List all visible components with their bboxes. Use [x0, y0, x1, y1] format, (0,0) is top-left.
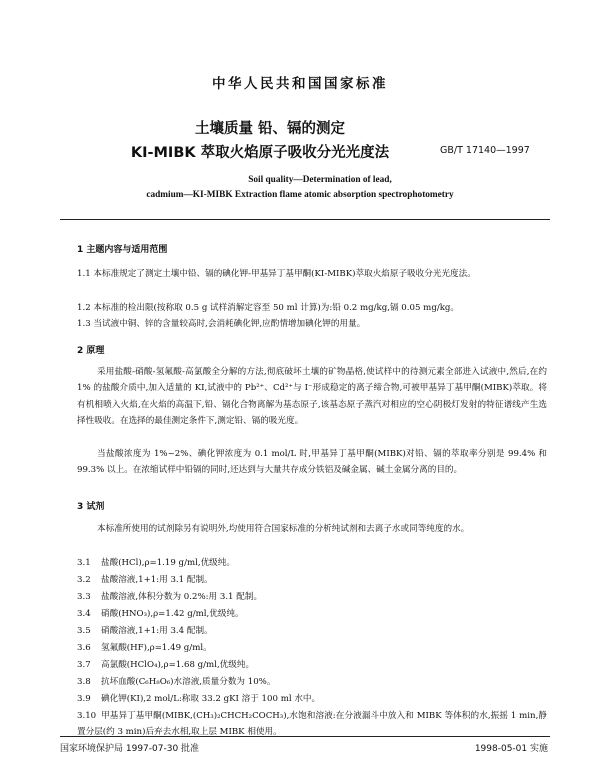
- reagent-number: 3.10: [77, 711, 97, 721]
- reagent-item: [77, 606, 547, 622]
- standard-number: GB/T 17140—1997: [440, 145, 530, 156]
- clause-1-3: 1.3 当试液中铜、锌的含量较高时,会消耗碘化钾,应酌情增加碘化钾的用量。: [77, 319, 366, 329]
- issuing-org: 中华人民共和国国家标准: [212, 76, 388, 92]
- footer-divider: [60, 736, 550, 737]
- section-3-heading: 3 试剂: [77, 502, 105, 512]
- reagent-number: 3.4: [77, 609, 91, 619]
- title-divider: [60, 219, 550, 220]
- reagent-text: 盐酸(HCl),ρ=1.19 g/ml,优级纯。: [101, 558, 235, 568]
- reagent-text: 硝酸(HNO₃),ρ=1.42 g/ml,优级纯。: [101, 609, 244, 619]
- reagent-text: 盐酸溶液,1+1:用 3.1 配制。: [101, 575, 213, 585]
- reagent-number: 3.9: [77, 694, 91, 704]
- title-line-1: 土壤质量 铅、镉的测定: [194, 121, 346, 137]
- principle-paragraph-1: 采用盐酸-硝酸-氢氟酸-高氯酸全分解的方法,彻底破坏土壤的矿物晶格,使试样中的待测元素全部进入试液中,然后,在约 1% 的盐酸介质中,加入适量的 KI,试液中的 Pb²⁺、Cd²⁺与 I⁻形成稳定的离子缔合物,可被甲基异丁基甲酮(MIBK)萃取。将有机相喷入火焰,在火焰的高温下,铅、镉化合物离解为基态原子,该基态原子蒸汽对相应的空心阴极灯发射的特征谱线产生选择性吸收。在选择的最佳测定条件下,测定铅、镉的吸光度。: [77, 367, 547, 427]
- clause-1-2: 1.2 本标准的检出限(按称取 0.5 g 试样消解定容至 50 ml 计算)为:铅 0.2 mg/kg,镉 0.05 mg/kg。: [77, 303, 460, 313]
- reagent-number: 3.8: [77, 677, 91, 687]
- reagent-text: 抗坏血酸(C₆H₈O₆)水溶液,质量分数为 10%。: [101, 677, 276, 687]
- reagent-number: 3.1: [77, 558, 91, 568]
- reagent-item: [77, 674, 547, 690]
- reagent-number: 3.5: [77, 626, 91, 636]
- reagent-number: 3.2: [77, 575, 91, 585]
- principle-paragraph-2: 当盐酸浓度为 1%~2%、碘化钾浓度为 0.1 mol/L 时,甲基异丁基甲酮(MIBK)对铅、镉的萃取率分别是 99.4% 和 99.3% 以上。在浓缩试样中铅镉的同时,还达到与大量共存成分铁铝及碱金属、碱土金属分离的目的。: [77, 449, 547, 476]
- reagents-intro: 本标准所使用的试剂除另有说明外,均使用符合国家标准的分析纯试剂和去离子水或同等纯度的水。: [97, 524, 470, 534]
- reagent-text: 氢氟酸(HF),ρ=1.49 g/ml。: [101, 643, 212, 653]
- implementation-date: 1998-05-01 实施: [474, 744, 548, 754]
- reagent-item: [77, 657, 547, 673]
- reagent-text: 盐酸溶液,体积分数为 0.2%:用 3.1 配制。: [101, 592, 263, 602]
- reagent-text: 甲基异丁基甲酮(MIBK,(CH₃)₂CHCH₂COCH₃),水饱和溶液:在分液漏斗中放入和 MIBK 等体积的水,振摇 1 min,静置分层(约 3 min)后弃去水相,取上层 MIBK 相使用。: [77, 711, 547, 738]
- reagent-number: 3.3: [77, 592, 91, 602]
- reagent-text: 碘化钾(KI),2 mol/L:称取 33.2 gKI 溶于 100 ml 水中。: [101, 694, 321, 704]
- clause-1-1: 1.1 本标准规定了测定土壤中铅、镉的碘化钾-甲基异丁基甲酮(KI-MIBK)萃取火焰原子吸收分光光度法。: [77, 269, 476, 279]
- section-1-heading: 1 主题内容与适用范围: [77, 245, 168, 255]
- reagent-item: [77, 691, 547, 707]
- section-2-heading: 2 原理: [77, 346, 105, 356]
- reagent-item: [77, 572, 547, 588]
- approval-info: 国家环境保护局 1997-07-30 批准: [60, 744, 200, 754]
- reagent-text: 高氯酸(HClO₄),ρ=1.68 g/ml,优级纯。: [101, 660, 255, 670]
- reagent-number: 3.7: [77, 660, 91, 670]
- english-title-line-2: cadmium—KI-MIBK Extraction flame atomic absorption spectrophotometry: [146, 190, 454, 200]
- reagent-item: [77, 555, 547, 571]
- reagent-text: 硝酸溶液,1+1:用 3.4 配制。: [101, 626, 213, 636]
- title-line-2: KI-MIBK 萃取火焰原子吸收分光光度法: [130, 145, 390, 161]
- english-title-line-1: Soil quality—Determination of lead,: [248, 175, 392, 185]
- reagent-item: [77, 623, 547, 639]
- reagent-number: 3.6: [77, 643, 91, 653]
- reagent-item: [77, 589, 547, 605]
- reagent-item: [77, 640, 547, 656]
